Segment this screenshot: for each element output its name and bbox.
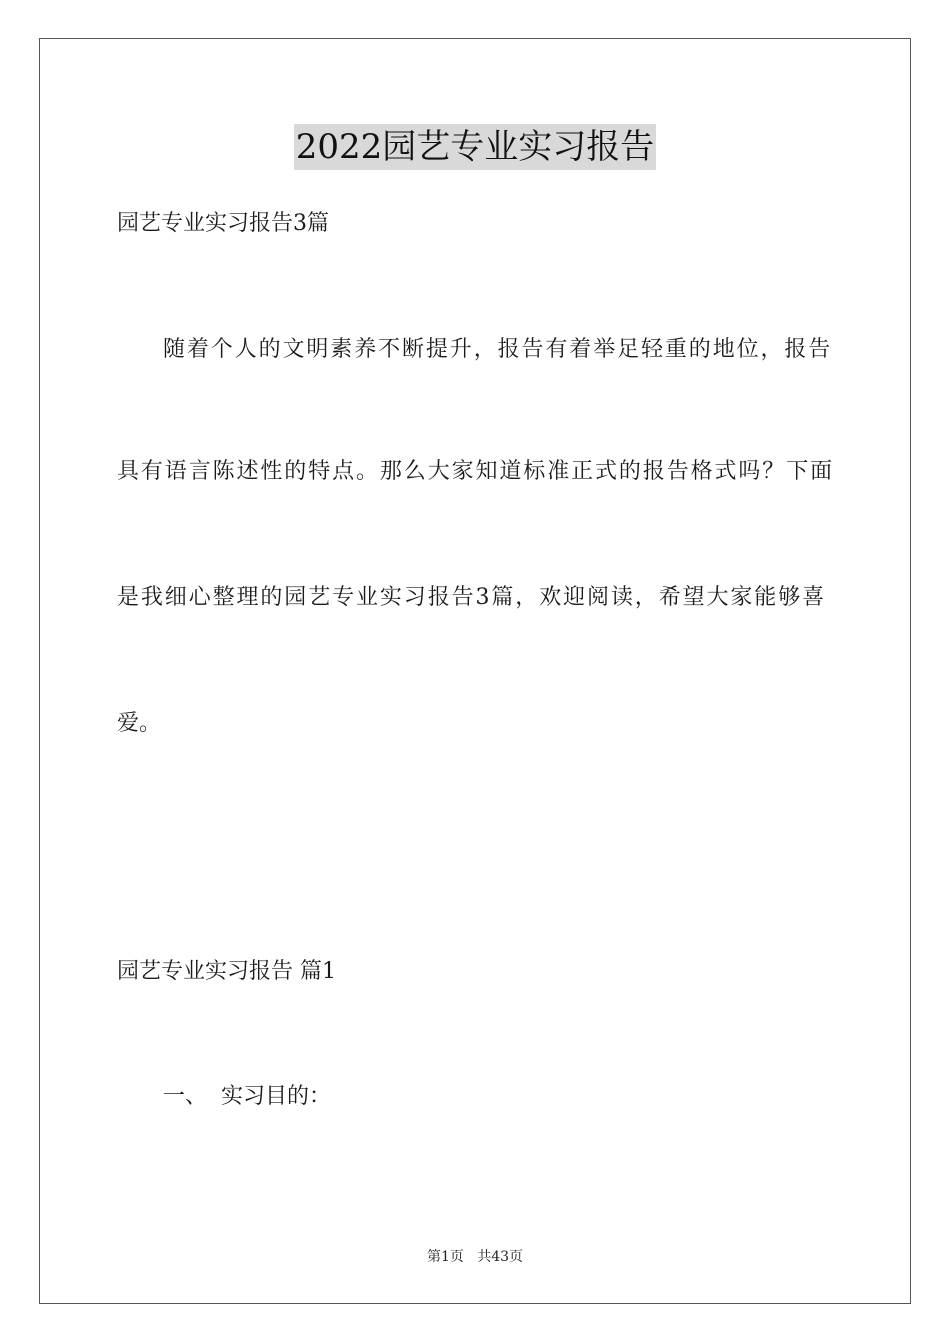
- title-container: [0, 124, 950, 170]
- page-footer: 第1页 共43页: [426, 1249, 524, 1265]
- intro-line-2: 具有语言陈述性的特点。那么大家知道标准正式的报告格式吗？下面: [117, 459, 835, 484]
- intro-line-3: 是我细心整理的园艺专业实习报告3篇，欢迎阅读，希望大家能够喜: [117, 585, 826, 610]
- subsection-heading: 一、 实习目的：: [163, 1084, 331, 1109]
- section-heading: 园艺专业实习报告 篇1: [117, 959, 336, 984]
- document-subtitle: 园艺专业实习报告3篇: [117, 211, 329, 236]
- intro-line-1: 随着个人的文明素养不断提升，报告有着举足轻重的地位，报告: [163, 337, 833, 362]
- document-title: 2022园艺专业实习报告: [294, 124, 657, 170]
- intro-line-4: 爱。: [117, 711, 162, 736]
